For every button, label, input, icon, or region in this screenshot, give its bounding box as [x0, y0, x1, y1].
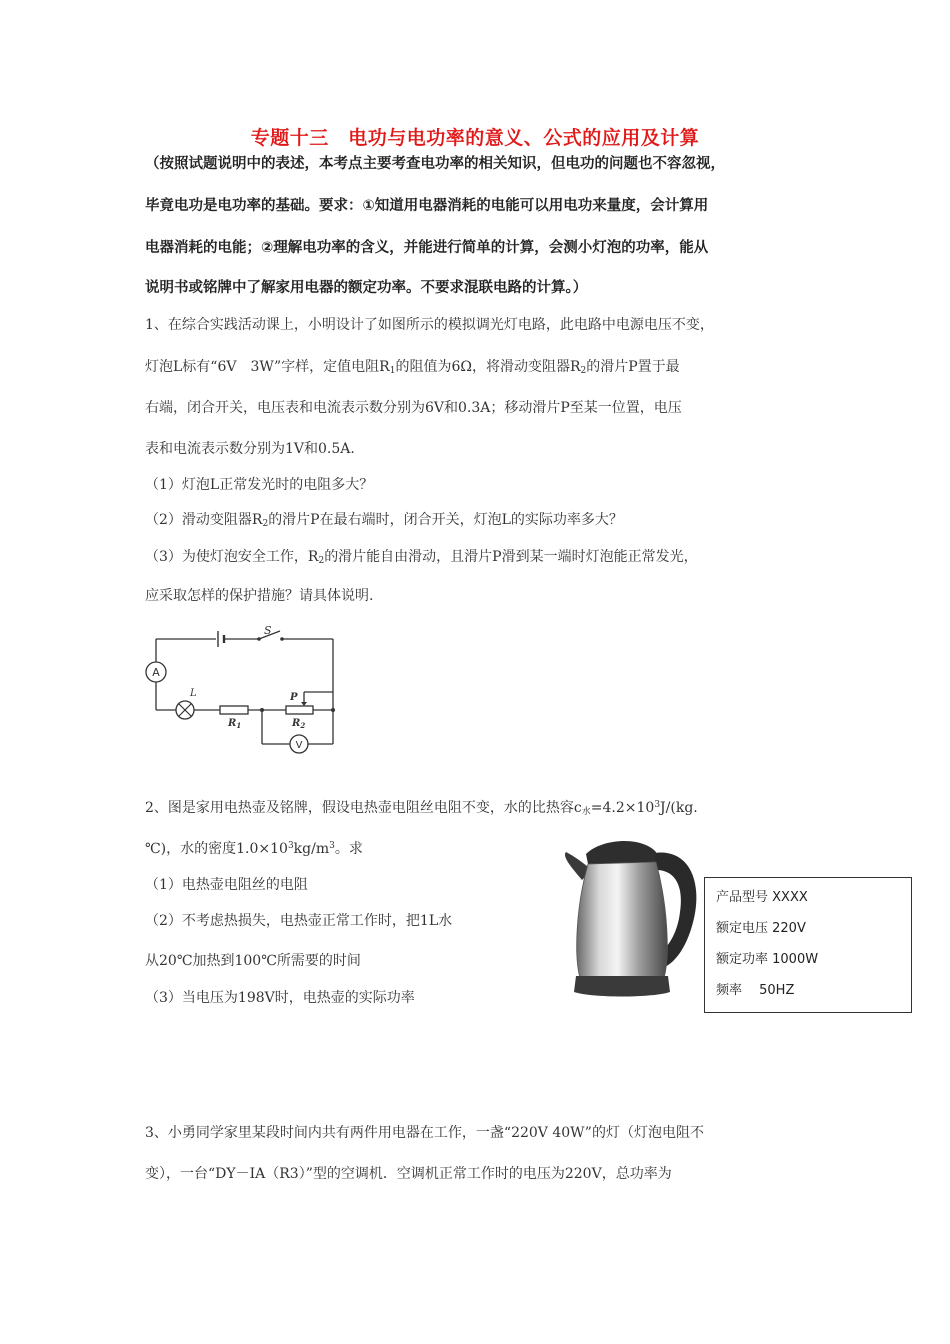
q1-line-3: 右端，闭合开关，电压表和电流表示数分别为6V和0.3A；移动滑片P至某一位置，电压 [145, 400, 682, 416]
resistor-r1 [220, 706, 248, 714]
intro-line-1: （按照试题说明中的表述，本考点主要考查电功率的相关知识，但电功的问题也不容忽视， [145, 156, 725, 172]
junction-dot [260, 708, 264, 712]
q2-line-2: ℃)，水的密度$1.0\times 10^3kg/m^3$。求 [145, 841, 363, 857]
nameplate-rated-voltage: 额定电压 220V [716, 921, 806, 936]
kettle-nameplate [704, 877, 912, 1013]
q2-part-2: （2）不考虑热损失，电热壶正常工作时，把1L水 [145, 913, 453, 929]
rheostat-r2 [286, 706, 313, 714]
q1-part-1: （1）灯泡L正常发光时的电阻多大？ [145, 477, 374, 493]
intro-line-4: 说明书或铭牌中了解家用电器的额定功率。不要求混联电路的计算。） [145, 280, 588, 296]
q1-part-2: （2）滑动变阻器$R_2$的滑片P在最右端时，闭合开关，灯泡L的实际功率多大？ [145, 512, 623, 529]
q3-line-1: 3、小勇同学家里某段时间内共有两件用电器在工作，一盏“220V 40W”的灯（灯泡电阻不 [145, 1125, 704, 1141]
r2-label: $R_2$ [292, 718, 306, 730]
q1-line-1: 1、在综合实践活动课上，小明设计了如图所示的模拟调光灯电路，此电路中电源电压不变， [145, 317, 714, 333]
q1-line-4: 表和电流表示数分别为1V和0.5A. [145, 441, 355, 457]
q1-part-3: （3）为使灯泡安全工作，$R_2$的滑片能自由滑动，且滑片P滑到某一端时灯泡能正常发光， [145, 549, 698, 566]
electric-kettle-image [552, 826, 702, 1006]
intro-line-2: 毕竟电功是电功率的基础。要求：①知道用电器消耗的电能可以用电功来量度，会计算用 [145, 198, 709, 214]
lamp-label: L [190, 688, 197, 699]
q2-part-2-cont: 从20℃加热到100℃所需要的时间 [145, 953, 361, 969]
q2-part-1: （1）电热壶电阻丝的电阻 [145, 877, 308, 893]
q2-line-1: 2、图是家用电热壶及铭牌，假设电热壶电阻丝电阻不变，水的比热容$c_水=4.2\times 10^3J/(kg$. [145, 800, 698, 817]
q1-line-2: 灯泡L标有“6V 3W”字样，定值电阻$R_1$的阻值为6Ω，将滑动变阻器$R_2$的滑片P置于最 [145, 359, 680, 376]
voltmeter-label: V [295, 740, 303, 751]
switch-label: S [264, 624, 272, 637]
nameplate-frequency: 频率 50HZ [716, 983, 795, 998]
ammeter-label: A [152, 666, 160, 679]
slider-label: P [290, 692, 298, 703]
page-title: 专题十三 电功与电功率的意义、公式的应用及计算 [250, 127, 700, 149]
q3-line-2: 变），一台“DY－IA（R3）”型的空调机．空调机正常工作时的电压为220V，总功率为 [145, 1166, 672, 1182]
q1-part-3-cont: 应采取怎样的保护措施？请具体说明. [145, 588, 374, 604]
nameplate-rated-power: 额定功率 1000W [716, 952, 819, 967]
nameplate-model: 产品型号 XXXX [716, 890, 808, 905]
lamp-icon [176, 701, 194, 719]
intro-line-3: 电器消耗的电能；②理解电功率的含义，并能进行简单的计算，会测小灯泡的功率，能从 [145, 240, 709, 256]
q2-part-3: （3）当电压为198V时，电热壶的实际功率 [145, 990, 415, 1006]
circuit-diagram [140, 620, 350, 760]
r1-label: $R_1$ [228, 718, 242, 730]
junction-dot-right [331, 708, 335, 712]
